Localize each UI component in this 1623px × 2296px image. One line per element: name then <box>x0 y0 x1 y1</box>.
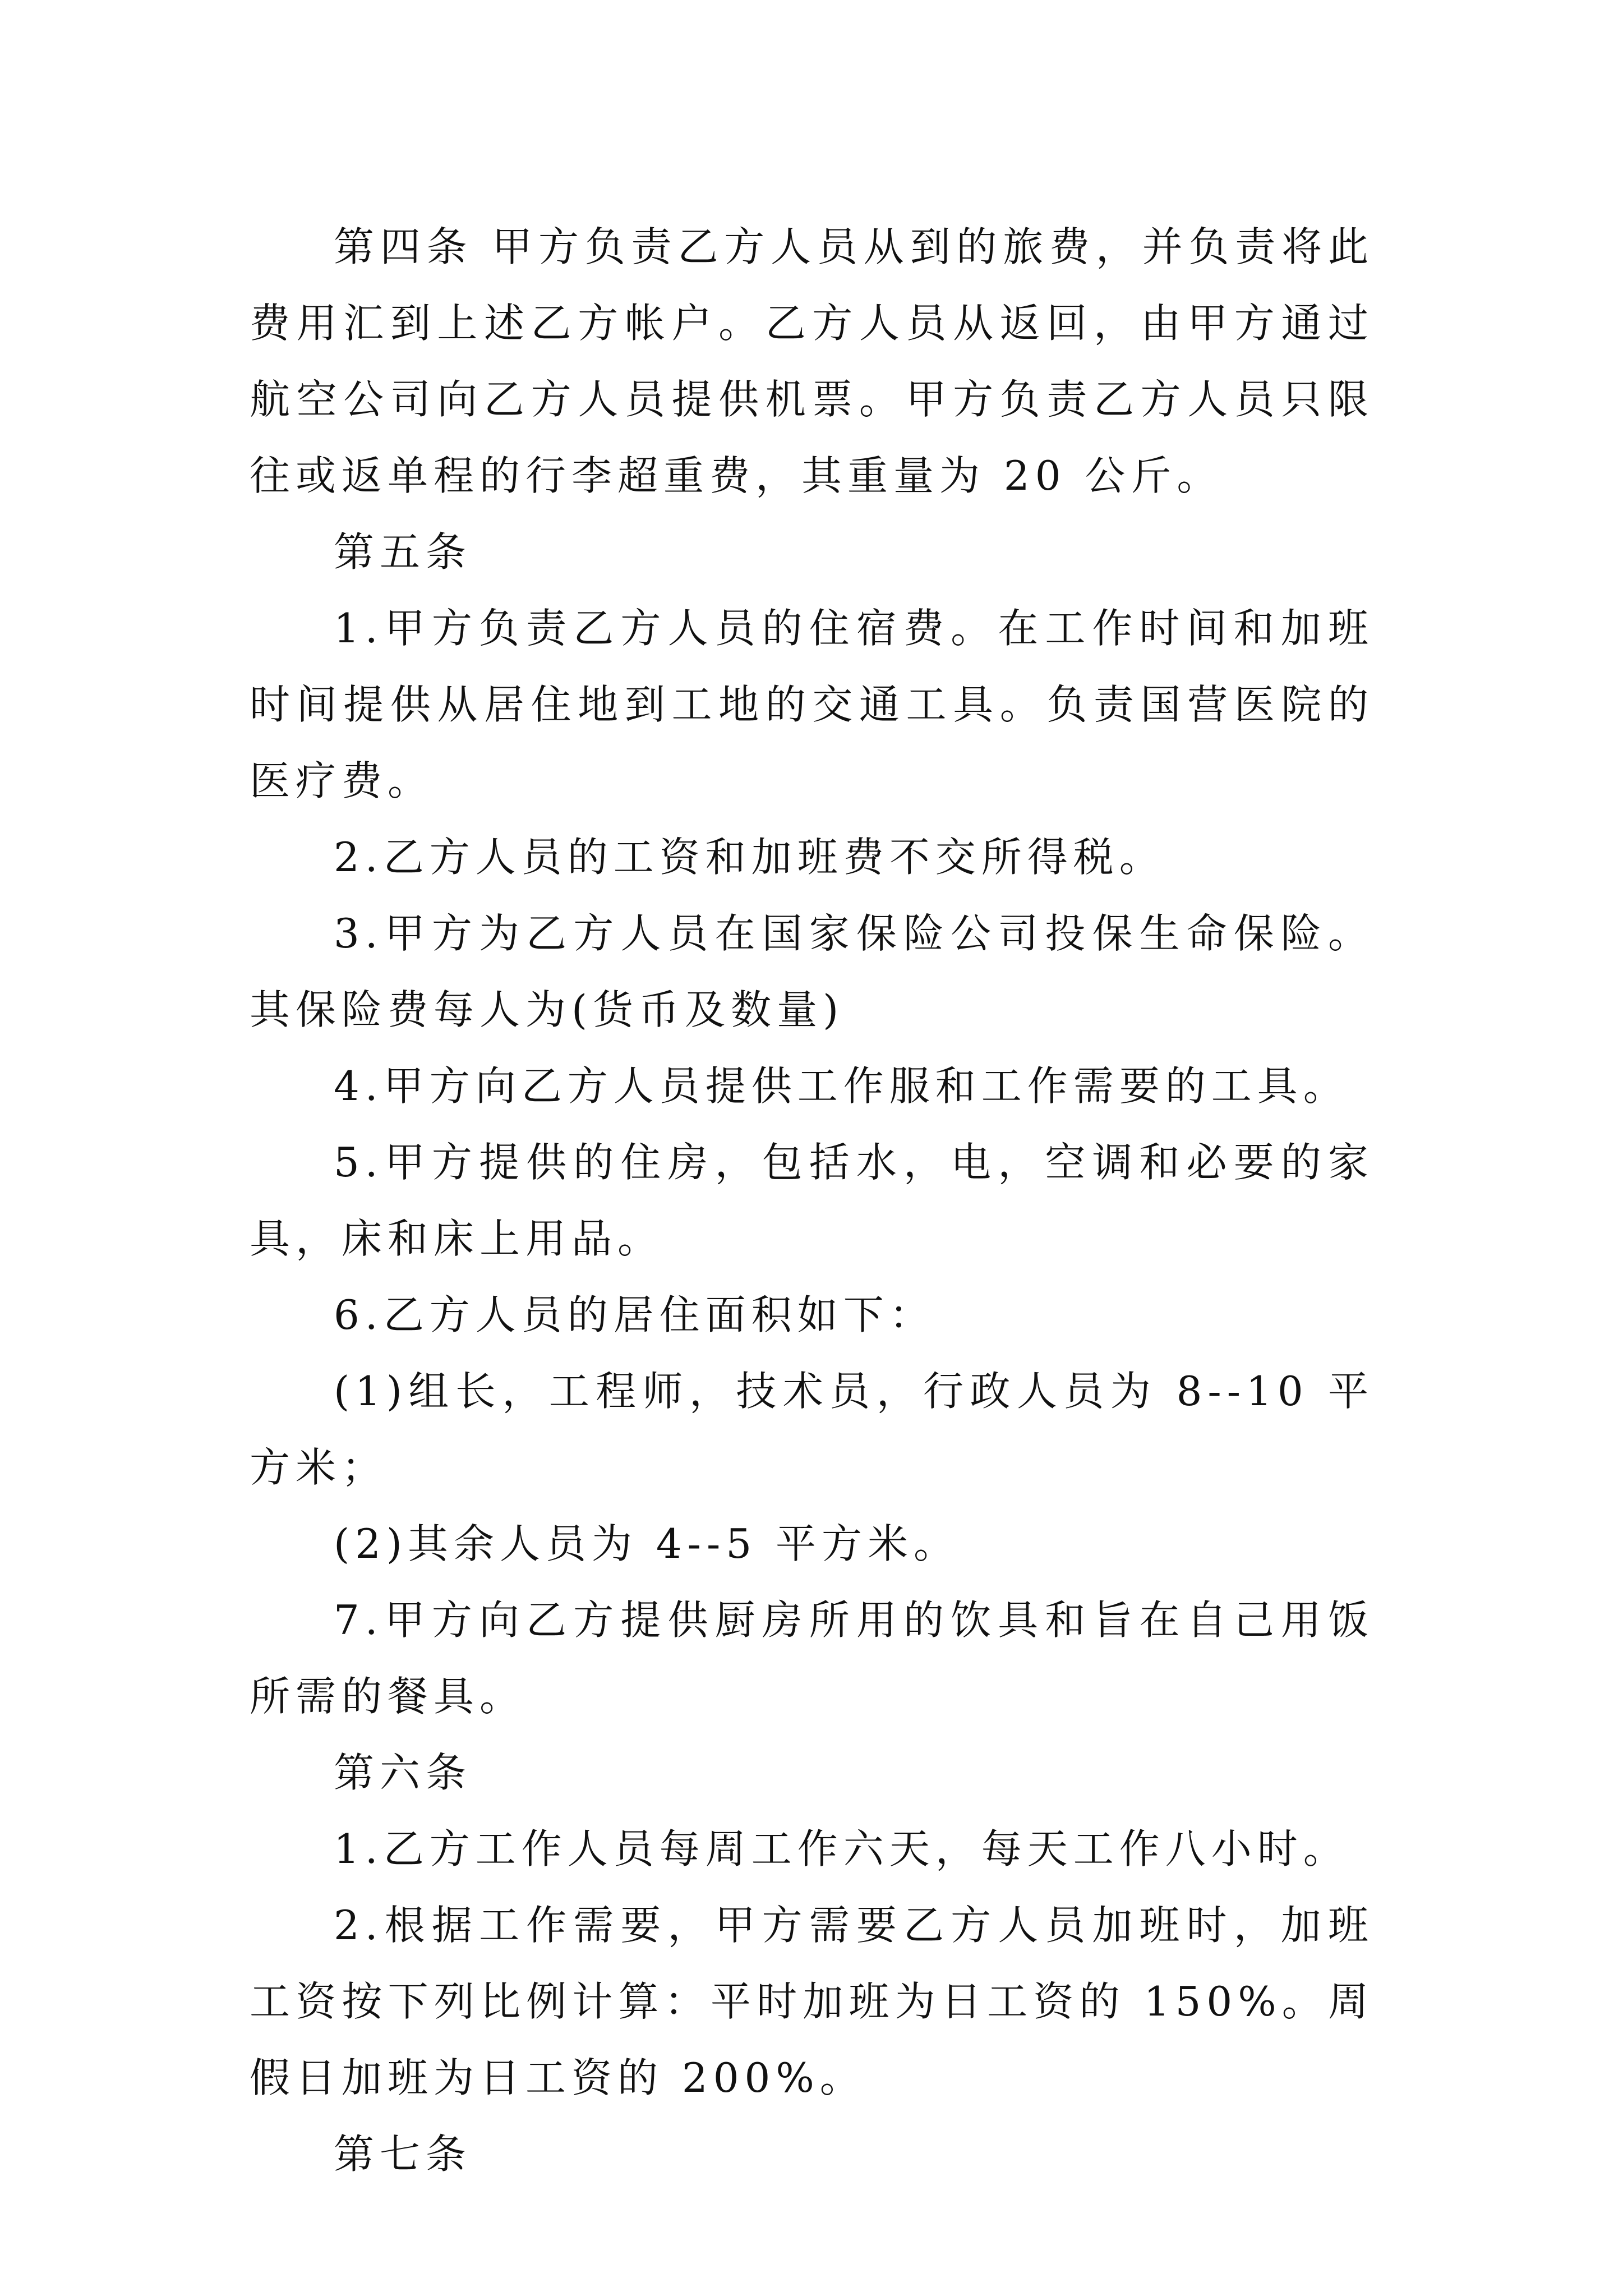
article-5-item-6-sub-1: (1)组长，工程师，技术员，行政人员为 8--10 平方米； <box>250 1368 1374 1491</box>
article-5-item-6: 6.乙方人员的居住面积如下： <box>334 1291 935 1338</box>
article-5-item-1: 1.甲方负责乙方人员的住宿费。在工作时间和加班时间提供从居住地到工地的交通工具。负责国营医院的医疗费。 <box>250 605 1374 804</box>
article-5-item-6-sub-2: (2)其余人员为 4--5 平方米。 <box>334 1520 960 1567</box>
article-7-heading: 第七条 <box>334 2131 472 2178</box>
article-5-item-3: 3.甲方为乙方人员在国家保险公司投保生命保险。其保险费每人为(货币及数量) <box>250 910 1374 1033</box>
article-5-heading: 第五条 <box>334 528 472 576</box>
document-body <box>250 209 1374 2192</box>
article-6-item-1: 1.乙方工作人员每周工作六天，每天工作八小时。 <box>334 1825 1349 1872</box>
article-5-item-2: 2.乙方人员的工资和加班费不交所得税。 <box>334 834 1165 881</box>
article-6-heading: 第六条 <box>334 1749 472 1796</box>
article-5-item-7: 7.甲方向乙方提供厨房所用的饮具和旨在自己用饭所需的餐具。 <box>250 1596 1374 1720</box>
article-5-item-4: 4.甲方向乙方人员提供工作服和工作需要的工具。 <box>334 1062 1349 1110</box>
article-6-item-2: 2.根据工作需要，甲方需要乙方人员加班时，加班工资按下列比例计算：平时加班为日工资的 150%。周假日加班为日工资的 200%。 <box>250 1902 1374 2101</box>
article-5-item-5: 5.甲方提供的住房，包括水，电，空调和必要的家具，床和床上用品。 <box>250 1139 1374 1262</box>
article-4-paragraph: 第四条 甲方负责乙方人员从到的旅费，并负责将此费用汇到上述乙方帐户。乙方人员从返回，由甲方通过航空公司向乙方人员提供机票。甲方负责乙方人员只限往或返单程的行李超重费，其重量为 20 公斤。 <box>250 223 1374 499</box>
